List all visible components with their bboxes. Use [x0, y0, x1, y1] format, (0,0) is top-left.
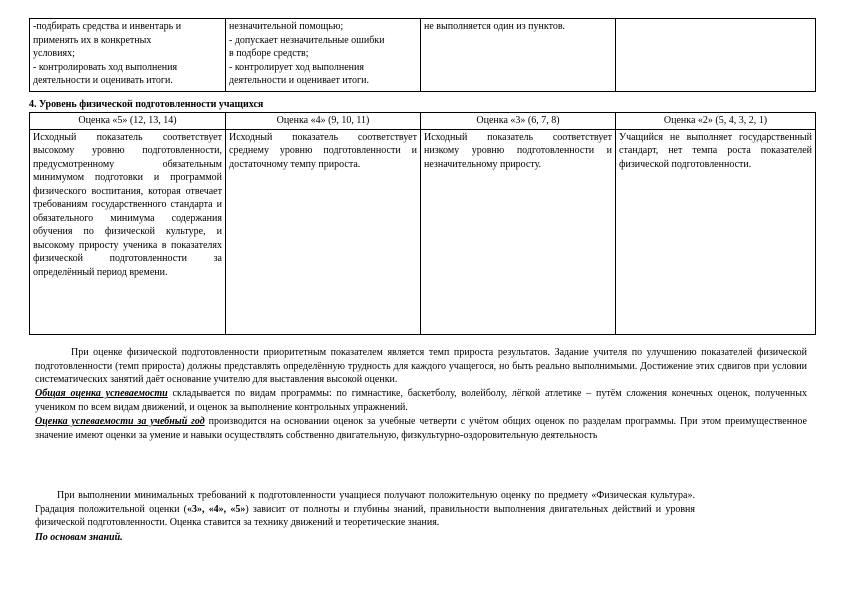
- grade-cell-2: Учащийся не выполняет государственный стандарт, нет темпа роста показателей физической подготовленности.: [616, 129, 816, 334]
- grade-header-5: Оценка «5» (12, 13, 14): [30, 113, 226, 130]
- grade-cell-5: Исходный показатель соответствует высокому уровню подготовленности, предусмотренному обязательным минимумом подготовки и программой физического воспитания, которая отвечает требованиям государственного стандарта и обязательного минимума содержания обучения по физической культуре, и высокому приросту ученика в показателях физической подготовленности за определённый период времени.: [30, 129, 226, 334]
- grade-header-2: Оценка «2» (5, 4, 3, 2, 1): [616, 113, 816, 130]
- paragraph-growth-rate: При оценке физической подготовленности приоритетным показателем является темп прироста результатов. Задание учителя по улучшению показателей физической подготовленности (темп прироста) должны представлять определённую трудность для каждого учащегося, но быть реально выполнимыми. Достижение этих сдвигов при условии систематических занятий даёт основание учителю для выставления высокой оценки.: [35, 347, 807, 386]
- positive-grades: «3», «4», «5»: [186, 503, 246, 515]
- section-title: 4. Уровень физической подготовленности учащихся: [29, 99, 264, 110]
- paragraph-overall-grade: Общая оценка успеваемости складывается по видам программы: по гимнастике, баскетболу, волейболу, лёгкой атлетике – путём сложения конечных оценок, полученных учеником по всем видам движений, и оценок за выполнение контрольных упражнений.: [35, 388, 807, 413]
- grade-header-4: Оценка «4» (9, 10, 11): [226, 113, 421, 130]
- grade-cell-3: Исходный показатель соответствует низкому уровню подготовленности и незначительному приросту.: [421, 129, 616, 334]
- paragraph-minimum-requirements: При выполнении минимальных требований к подготовленности учащиеся получают положительную оценку по предмету «Физическая культура». Градация положительной оценки («3», «4», «5») зависит от полноты и глубины знаний, правильности выполнения двигательных действий и уровня физической подготовленности. Оценка ставится за технику движений и теоретические знания.: [35, 490, 696, 529]
- paragraph-yearly-grade: Оценка успеваемости за учебный год производится на основании оценок за учебные четверти с учётом общих оценок по разделам программы. При этом преимущественное значение имеют оценки за умение и навыки осуществлять собственно двигательную, физкультурно-оздоровительную деятельность: [35, 416, 807, 441]
- top-cell-satisfactory: не выполняется один из пунктов.: [421, 19, 616, 92]
- top-cell-poor: [616, 19, 816, 92]
- top-cell-good: незначительной помощью; - допускает незначительные ошибки в подборе средств; - контролирует ход выполнения деятельности и оценивает итоги.: [226, 19, 421, 92]
- grade-header-3: Оценка «3» (6, 7, 8): [421, 113, 616, 130]
- top-cell-excellent: -подбирать средства и инвентарь и применять их в конкретных условиях; - контролировать ход выполнения деятельности и оценивать итоги.: [30, 19, 226, 92]
- criteria-table-top: [29, 18, 816, 92]
- knowledge-basics-heading: По основам знаний.: [35, 532, 123, 543]
- yearly-grade-heading: Оценка успеваемости за учебный год: [35, 416, 205, 427]
- grade-table: [29, 112, 816, 335]
- overall-grade-heading: Общая оценка успеваемости: [35, 388, 168, 399]
- grade-cell-4: Исходный показатель соответствует среднему уровню подготовленности и достаточному темпу прироста.: [226, 129, 421, 334]
